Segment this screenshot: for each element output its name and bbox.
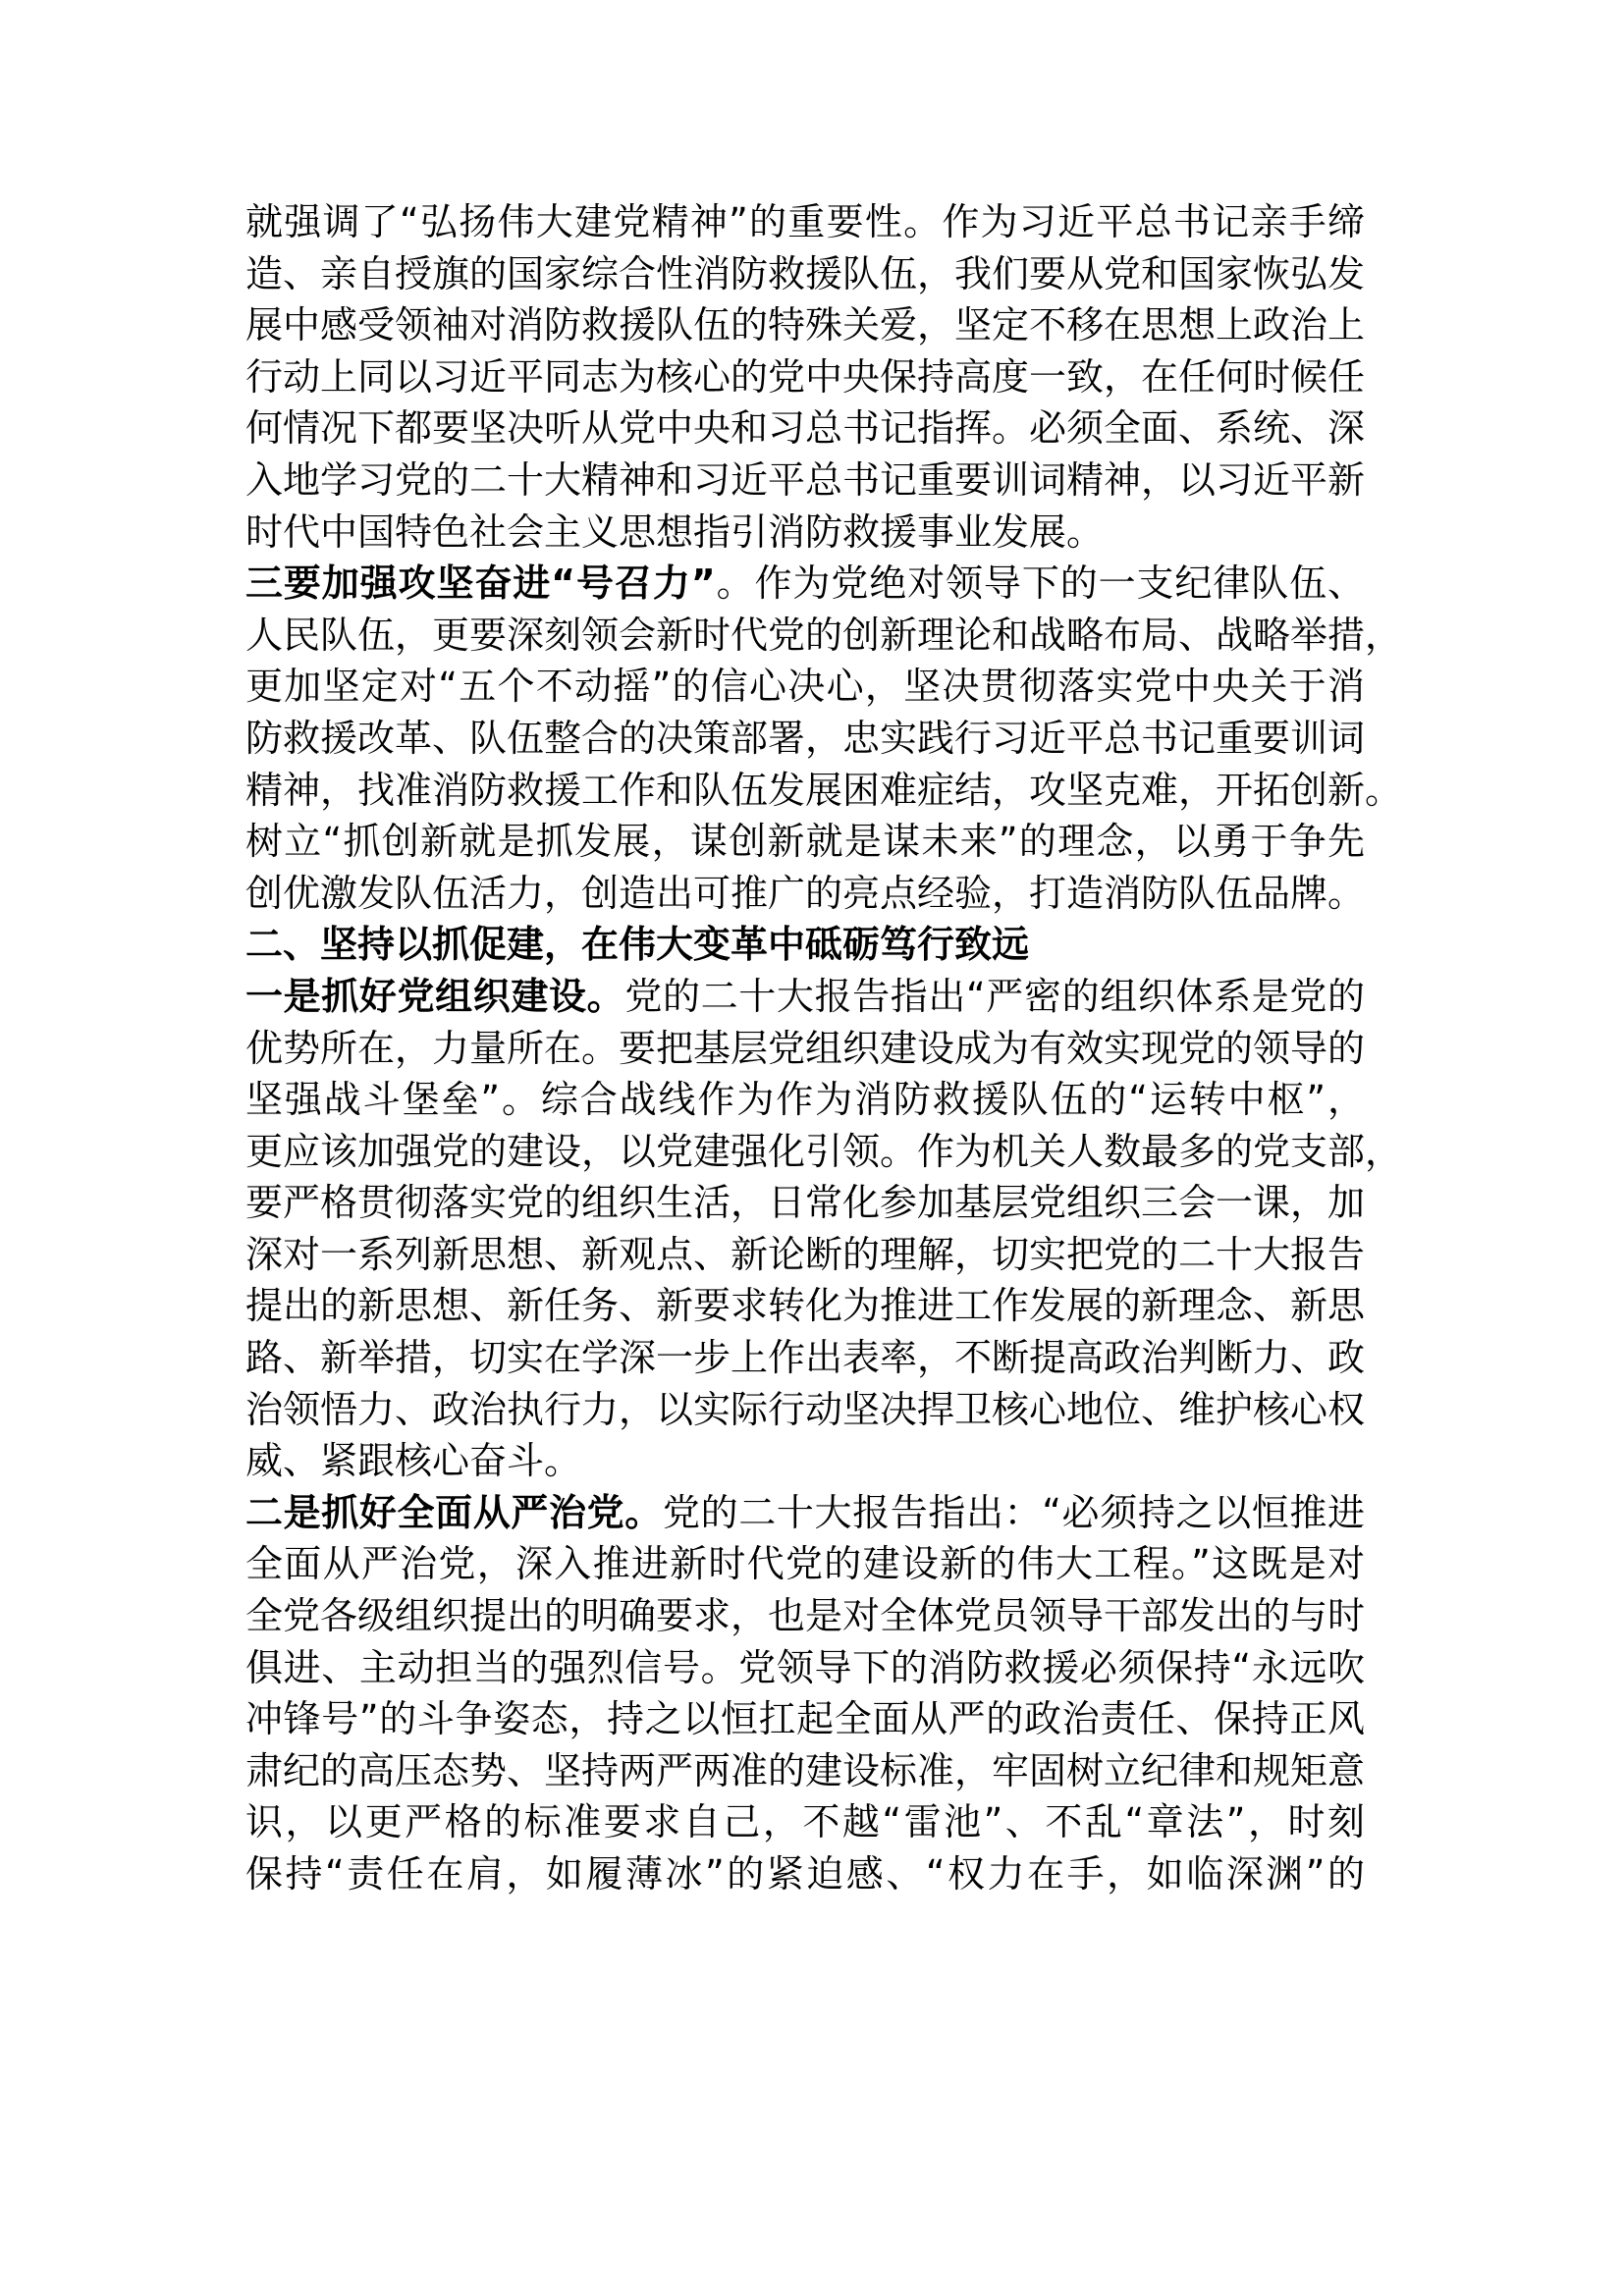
document-body [245, 196, 1403, 1900]
text-line [245, 1280, 1365, 1332]
body-text: 威、紧跟核心奋斗。 [245, 1439, 582, 1483]
body-text: 人民队伍，更要深刻领会新时代党的创新理论和战略布局、战略举措， [245, 613, 1403, 657]
heading-text: 二是抓好全面从严治党。 [245, 1490, 663, 1534]
text-line [245, 196, 1365, 248]
body-text: 入地学习党的二十大精神和习近平总书记重要训词精神，以习近平新 [245, 457, 1366, 502]
heading-text: 二、坚持以抓促建，在伟大变革中砥砺笃行致远 [245, 923, 1030, 967]
text-line [245, 1642, 1365, 1694]
body-text: 提出的新思想、新任务、新要求转化为推进工作发展的新理念、新思 [245, 1284, 1366, 1328]
body-text: 识，以更严格的标准要求自己，不越“雷池”、不乱“章法”，时刻 [245, 1800, 1365, 1844]
body-text: 树立“抓创新就是抓发展，谋创新就是谋未来”的理念，以勇于争先 [245, 820, 1365, 864]
body-text: 要严格贯彻落实党的组织生活，日常化参加基层党组织三会一课，加 [245, 1181, 1366, 1225]
text-line [245, 765, 1403, 817]
body-text: 。作为党绝对领导下的一支纪律队伍、 [715, 561, 1365, 606]
body-text: 优势所在，力量所在。要把基层党组织建设成为有效实现党的领导的 [245, 1026, 1366, 1070]
body-text: 深对一系列新思想、新观点、新论断的理解，切实把党的二十大报告 [245, 1232, 1366, 1276]
body-text: 路、新举措，切实在学深一步上作出表率，不断提高政治判断力、政 [245, 1336, 1366, 1380]
text-line [245, 507, 1365, 559]
text-line [245, 919, 1365, 971]
body-text: 防救援改革、队伍整合的决策部署，忠实践行习近平总书记重要训词 [245, 716, 1366, 760]
body-text: 治领悟力、政治执行力，以实际行动坚决捍卫核心地位、维护核心权 [245, 1387, 1366, 1431]
body-text: 更应该加强党的建设，以党建强化引领。作为机关人数最多的党支部， [245, 1129, 1403, 1173]
body-text: 肃纪的高压态势、坚持两严两准的建设标准，牢固树立纪律和规矩意 [245, 1748, 1366, 1792]
body-text: 党的二十大报告指出“严密的组织体系是党的 [624, 974, 1365, 1018]
text-line [245, 1848, 1365, 1900]
body-text: 更加坚定对“五个不动摇”的信心决心，坚决贯彻落实党中央关于消 [245, 665, 1365, 709]
text-line [245, 1332, 1365, 1384]
body-text: 何情况下都要坚决听从党中央和习总书记指挥。必须全面、系统、深 [245, 406, 1366, 451]
text-line [245, 1590, 1365, 1642]
text-line [245, 558, 1365, 610]
body-text: 造、亲自授旗的国家综合性消防救援队伍，我们要从党和国家恢弘发 [245, 251, 1366, 295]
text-line [245, 713, 1365, 765]
heading-text: 一是抓好党组织建设。 [245, 974, 625, 1018]
text-line [245, 402, 1365, 454]
text-line [245, 1796, 1365, 1848]
body-text: 党的二十大报告指出：“必须持之以恒推进 [662, 1490, 1365, 1534]
body-text: 保持“责任在肩，如履薄冰”的紧迫感、“权力在手，如临深渊”的 [245, 1852, 1365, 1896]
text-line [245, 1229, 1365, 1281]
body-text: 坚强战斗堡垒”。综合战线作为作为消防救援队伍的“运转中枢”， [245, 1078, 1365, 1122]
body-text: 俱进、主动担当的强烈信号。党领导下的消防救援必须保持“永远吹 [245, 1645, 1365, 1689]
text-line [245, 1745, 1365, 1797]
text-line [245, 816, 1365, 868]
text-line [245, 299, 1365, 351]
heading-text: 三要加强攻坚奋进“号召力” [245, 561, 716, 606]
text-line [245, 248, 1365, 300]
text-line [245, 971, 1365, 1023]
body-text: 冲锋号”的斗争姿态，持之以恒扛起全面从严的政治责任、保持正风 [245, 1697, 1365, 1741]
body-text: 展中感受领袖对消防救援队伍的特殊关爱，坚定不移在思想上政治上 [245, 303, 1366, 347]
text-line [245, 1126, 1403, 1178]
text-line [245, 661, 1365, 713]
text-line [245, 1693, 1365, 1745]
text-line [245, 1023, 1365, 1075]
text-line [245, 1384, 1365, 1436]
body-text: 创优激发队伍活力，创造出可推广的亮点经验，打造消防队伍品牌。 [245, 871, 1366, 915]
text-line [245, 1487, 1365, 1539]
body-text: 精神，找准消防救援工作和队伍发展困难症结，攻坚克难，开拓创新。 [245, 768, 1403, 812]
body-text: 就强调了“弘扬伟大建党精神”的重要性。作为习近平总书记亲手缔 [245, 200, 1365, 243]
body-text: 全面从严治党，深入推进新时代党的建设新的伟大工程。”这既是对 [245, 1542, 1365, 1586]
text-line [245, 1435, 1365, 1487]
text-line [245, 868, 1365, 920]
body-text: 时代中国特色社会主义思想指引消防救援事业发展。 [245, 509, 1105, 554]
text-line [245, 610, 1403, 662]
body-text: 全党各级组织提出的明确要求，也是对全体党员领导干部发出的与时 [245, 1594, 1366, 1638]
text-line [245, 454, 1365, 507]
body-text: 行动上同以习近平同志为核心的党中央保持高度一致，在任何时候任 [245, 354, 1366, 399]
text-line [245, 1177, 1365, 1229]
text-line [245, 1538, 1365, 1590]
text-line [245, 351, 1365, 403]
text-line [245, 1074, 1365, 1126]
